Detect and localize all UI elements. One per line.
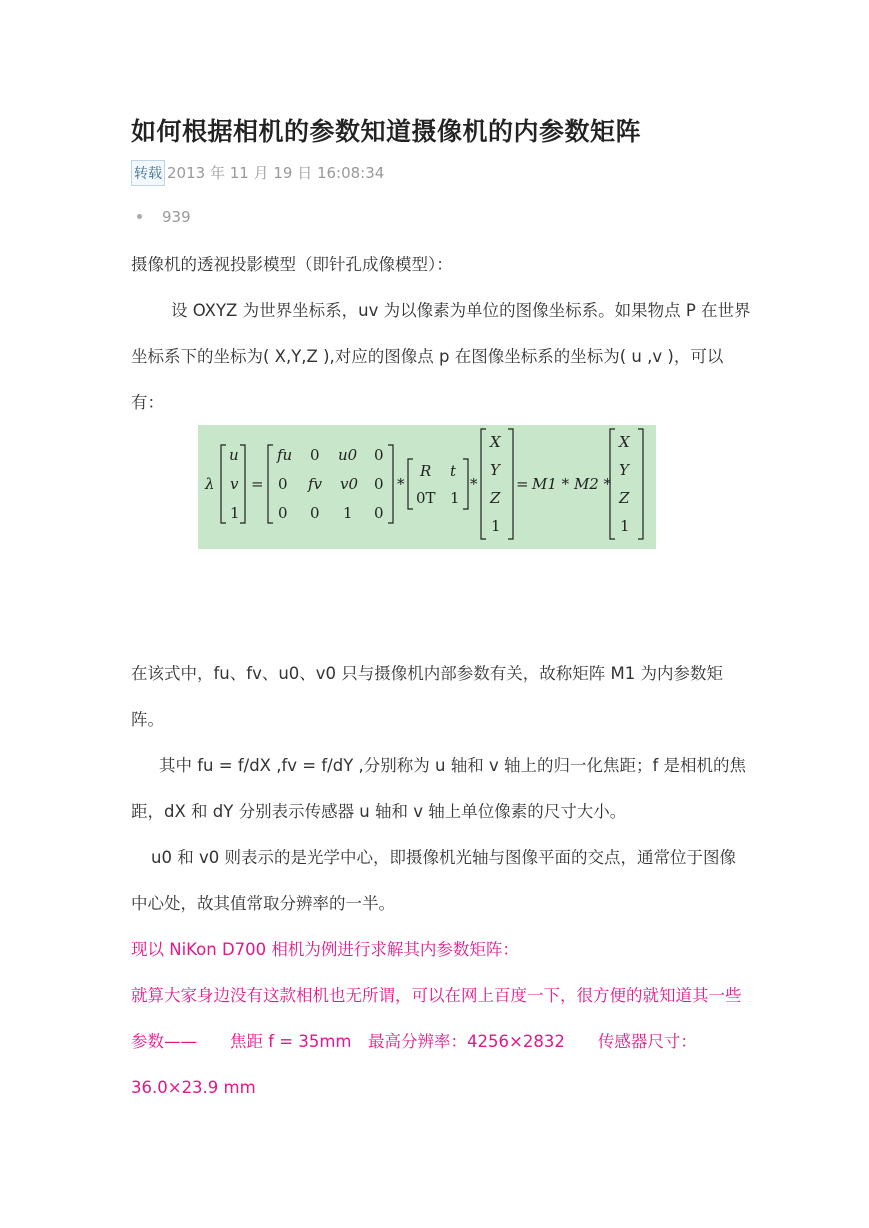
k-32: 0 [310, 504, 320, 522]
w1-x: X [490, 433, 501, 451]
k-14: 0 [374, 446, 384, 464]
w2-x: X [619, 433, 630, 451]
e-12: t [450, 462, 457, 480]
times-sign-2: * [470, 475, 478, 493]
equals-sign-1: = [251, 475, 264, 493]
equals-sign-2: = [516, 475, 529, 493]
lhs-1: 1 [230, 504, 240, 522]
w2-y: Y [619, 461, 629, 479]
rhs-m1-m2: M1 * M2 * [532, 475, 612, 493]
article-meta [131, 160, 384, 186]
lhs-v: v [230, 475, 239, 493]
repost-tag[interactable]: 转载 [131, 160, 165, 186]
e-22: 1 [450, 489, 460, 507]
w2-1: 1 [620, 517, 630, 535]
w1-z: Z [490, 489, 501, 507]
paragraph-intrinsic: 在该式中，fu、fv、u0、v0 只与摄像机内部参数有关，故称矩阵 M1 为内参数矩阵。 [131, 664, 724, 729]
e-21: 0T [416, 489, 436, 507]
k-23: v0 [340, 475, 359, 493]
times-sign-1: * [397, 475, 405, 493]
w1-1: 1 [491, 517, 501, 535]
k-11: fu [277, 446, 293, 464]
e-11: R [420, 462, 432, 480]
w2-z: Z [619, 489, 630, 507]
w1-y: Y [490, 461, 500, 479]
formula-graphic [198, 425, 656, 549]
k-12: 0 [310, 446, 320, 464]
article-title: 如何根据相机的参数知道摄像机的内参数矩阵 [131, 117, 642, 146]
k-24: 0 [374, 475, 384, 493]
k-21: 0 [278, 475, 288, 493]
paragraph-example: 现以 NiKon D700 相机为例进行求解其内参数矩阵： [131, 940, 519, 959]
paragraph-center: u0 和 v0 则表示的是光学中心，即摄像机光轴与图像平面的交点，通常位于图像中心处，故其值常取分辨率的一半。 [131, 848, 736, 913]
view-count [137, 208, 191, 226]
lhs-u: u [229, 446, 239, 464]
projection-formula [198, 425, 656, 549]
paragraph-intro: 摄像机的透视投影模型（即针孔成像模型）： [131, 255, 453, 274]
k-34: 0 [374, 504, 384, 522]
bullet-icon [137, 214, 142, 219]
k-13: u0 [338, 446, 358, 464]
view-count-value: 939 [162, 208, 191, 226]
paragraph-definition: 设 OXYZ 为世界坐标系，uv 为以像素为单位的图像坐标系。如果物点 P 在世界坐标系下的坐标为( X,Y,Z ),对应的图像点 p 在图像坐标系的坐标为( u ,v )，可以有： [131, 301, 751, 412]
article-date: 2013 年 11 月 19 日 16:08:34 [167, 164, 385, 182]
k-31: 0 [278, 504, 288, 522]
k-22: fv [308, 475, 323, 493]
formula-lambda: λ [205, 475, 215, 493]
k-33: 1 [343, 504, 353, 522]
paragraph-camera-params: 就算大家身边没有这款相机也无所谓，可以在网上百度一下，很方便的就知道其一些参数—— 焦距 f = 35mm 最高分辨率：4256×2832 传感器尺寸：36.0×23.9 mm [131, 986, 742, 1097]
paragraph-focal: 其中 fu = f/dX ,fv = f/dY ,分别称为 u 轴和 v 轴上的归一化焦距；f 是相机的焦距，dX 和 dY 分别表示传感器 u 轴和 v 轴上单位像素的尺寸大小。 [131, 756, 747, 821]
